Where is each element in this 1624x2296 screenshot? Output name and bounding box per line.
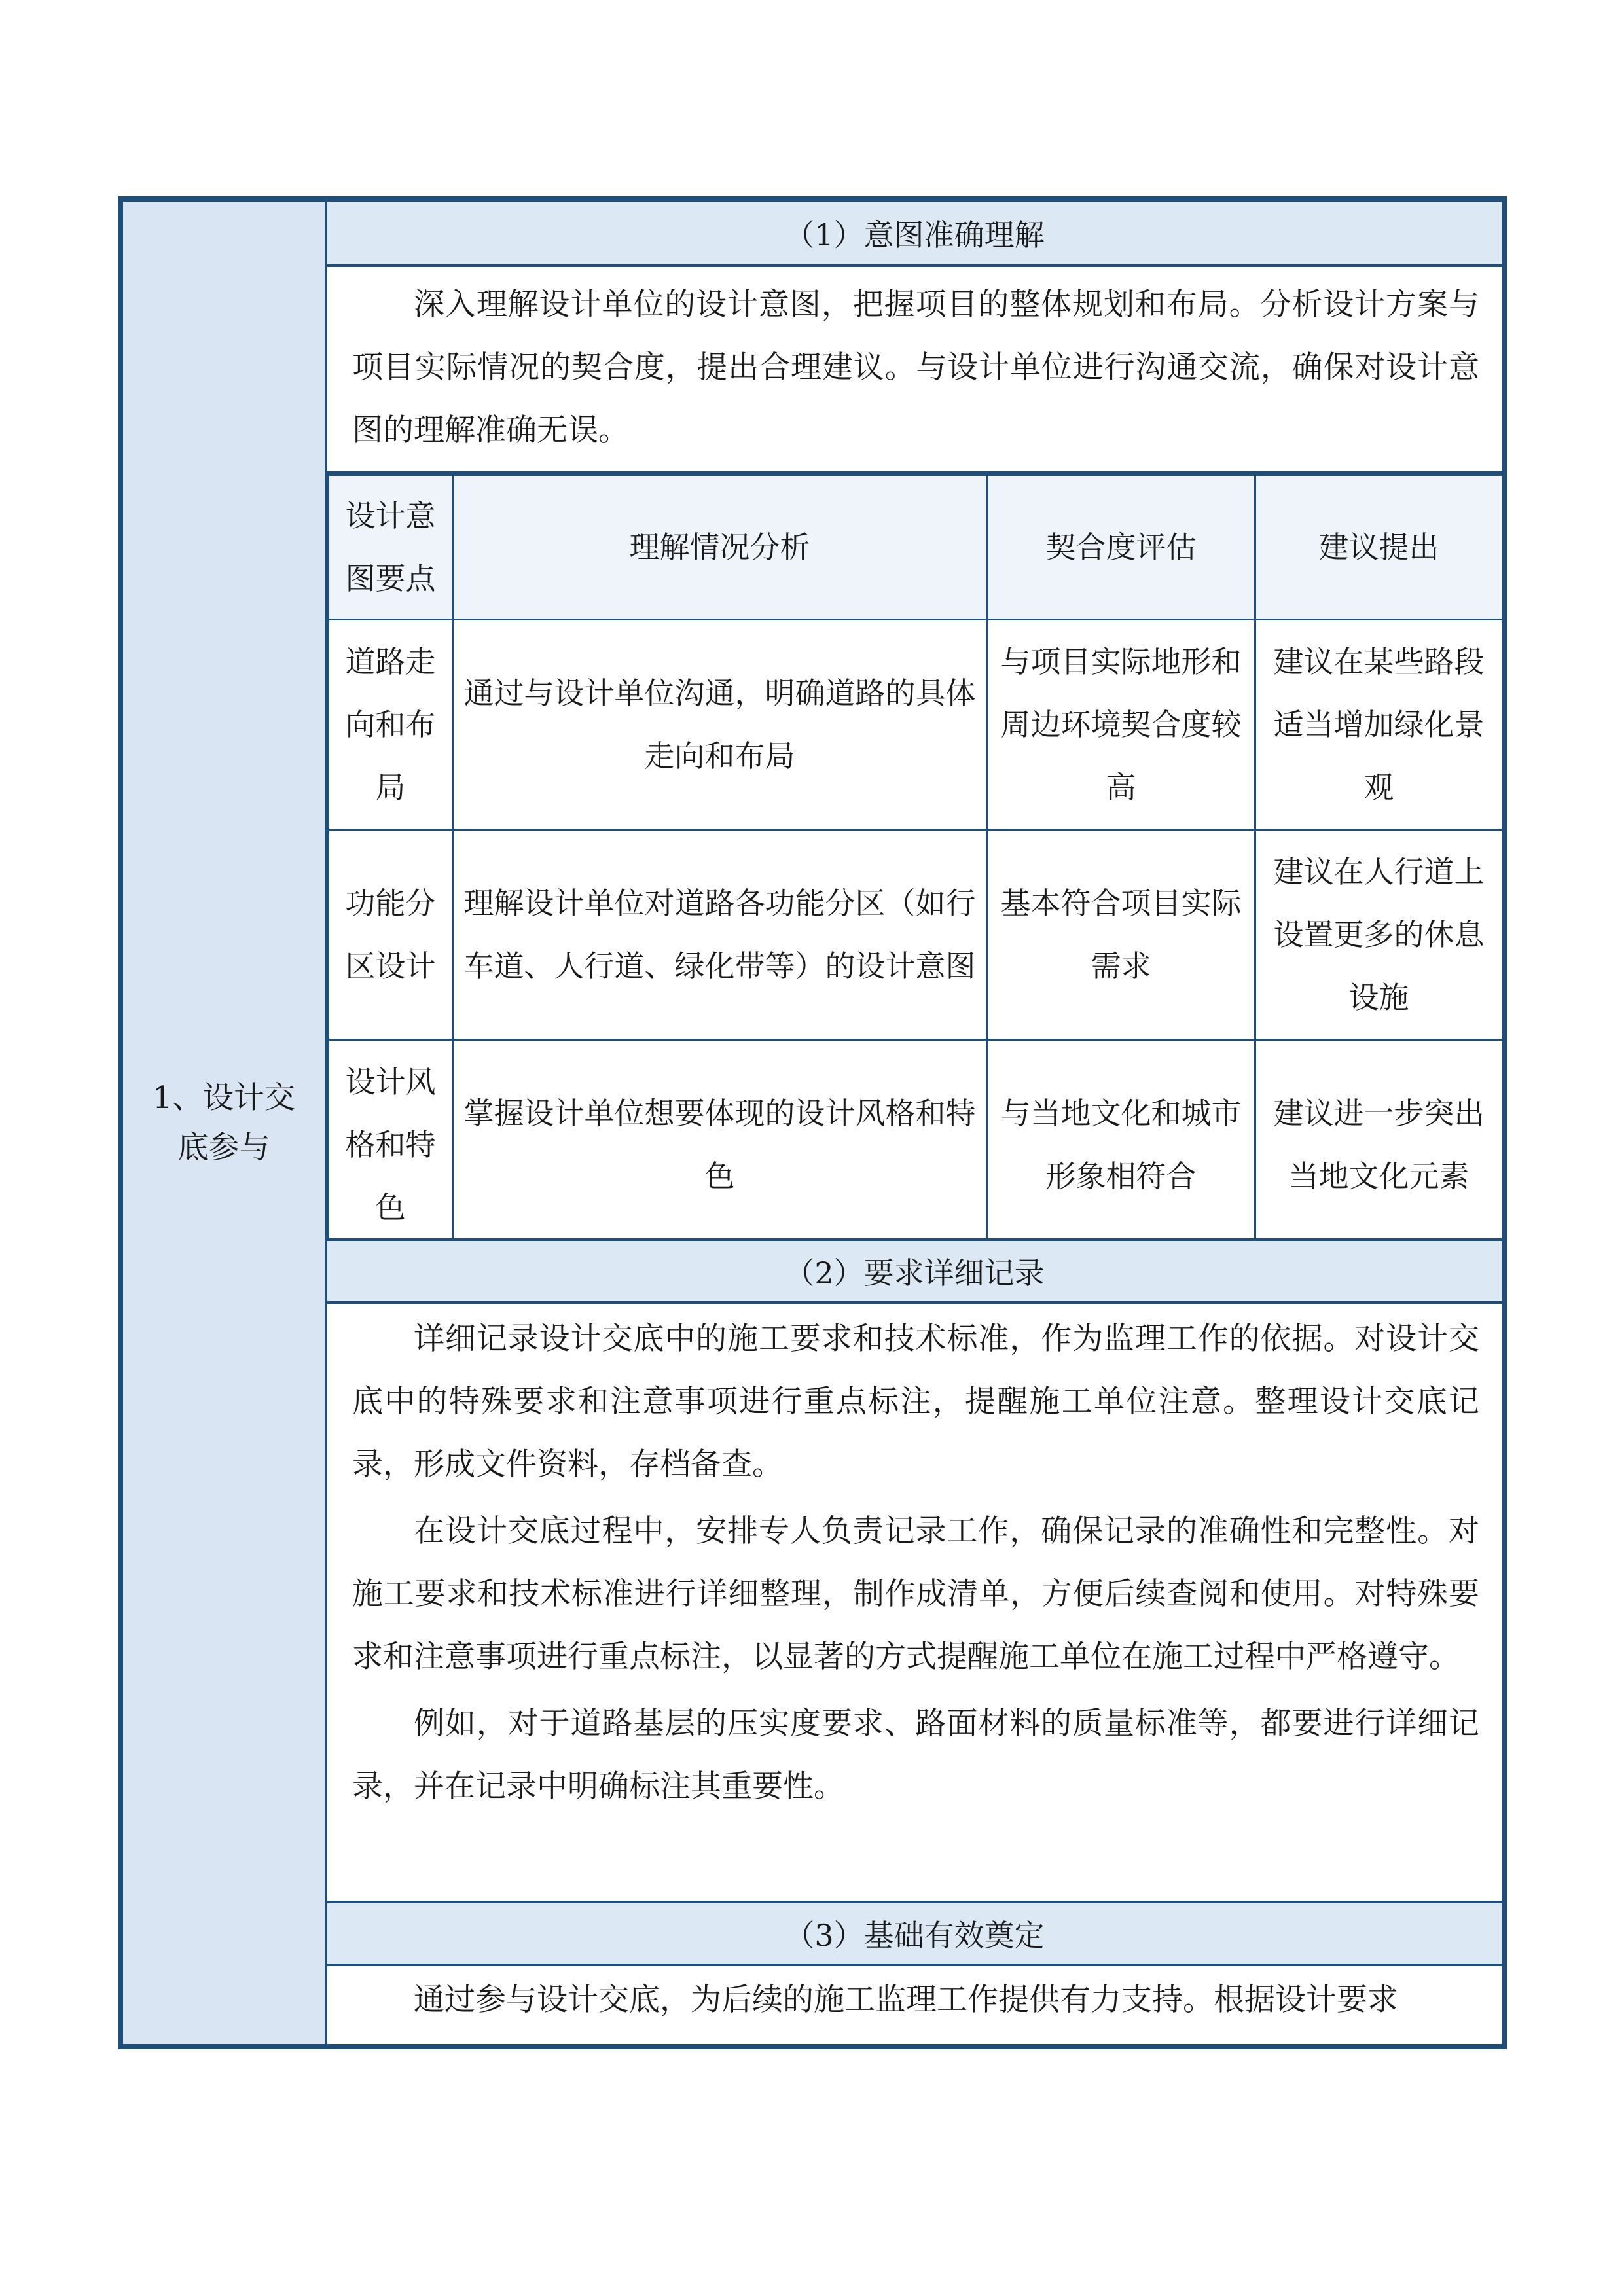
table-cell: 建议在人行道上设置更多的休息设施 <box>1255 830 1503 1040</box>
section1-body <box>327 274 1502 462</box>
column-header: 建议提出 <box>1255 475 1503 620</box>
right-content <box>327 202 1502 2044</box>
section3-title: （3）基础有效奠定 <box>784 1918 1045 1953</box>
table-header-row <box>329 475 1503 620</box>
table-cell: 基本符合项目实际需求 <box>987 830 1255 1040</box>
category-label: 1、设计交底参与 <box>153 1079 295 1166</box>
column-header: 契合度评估 <box>987 475 1255 620</box>
section1-header <box>327 202 1502 267</box>
section3-header <box>327 1901 1502 1966</box>
section2-paragraph: 例如，对于道路基层的压实度要求、路面材料的质量标准等，都要进行详细记录，并在记录中明确标注其重要性。 <box>352 1706 1479 1804</box>
column-header: 理解情况分析 <box>453 475 987 620</box>
section3-body <box>327 1969 1502 2032</box>
table-cell: 设计风格和特色 <box>329 1040 453 1250</box>
table-cell: 功能分区设计 <box>329 830 453 1040</box>
table-cell: 与项目实际地形和周边环境契合度较高 <box>987 620 1255 830</box>
table-row <box>329 830 1503 1040</box>
table-cell: 与当地文化和城市形象相符合 <box>987 1040 1255 1250</box>
table-cell: 通过与设计单位沟通，明确道路的具体走向和布局 <box>453 620 987 830</box>
section3-paragraph: 通过参与设计交底，为后续的施工监理工作提供有力支持。根据设计要求 <box>414 1982 1398 2018</box>
design-intent-table <box>327 474 1504 1251</box>
section2-title: （2）要求详细记录 <box>784 1255 1045 1291</box>
content-frame <box>118 196 1507 2049</box>
table-row <box>329 620 1503 830</box>
section2-paragraph: 在设计交底过程中，安排专人负责记录工作，确保记录的准确性和完整性。对施工要求和技术标准进行详细整理，制作成清单，方便后续查阅和使用。对特殊要求和注意事项进行重点标注，以显著的方式提醒施工单位在施工过程中严格遵守。 <box>352 1513 1479 1675</box>
section1-title: （1）意图准确理解 <box>784 217 1045 253</box>
section2-paragraph: 详细记录设计交底中的施工要求和技术标准，作为监理工作的依据。对设计交底中的特殊要求和注意事项进行重点标注，提醒施工单位注意。整理设计交底记录，形成文件资料，存档备查。 <box>352 1321 1479 1482</box>
table-cell: 建议在某些路段适当增加绿化景观 <box>1255 620 1503 830</box>
table-row <box>329 1040 1503 1250</box>
table-cell: 道路走向和布局 <box>329 620 453 830</box>
table-cell: 建议进一步突出当地文化元素 <box>1255 1040 1503 1250</box>
section2-body <box>327 1308 1502 1818</box>
section2-header <box>327 1238 1502 1304</box>
section1-paragraph: 深入理解设计单位的设计意图，把握项目的整体规划和布局。分析设计方案与项目实际情况的契合度，提出合理建议。与设计单位进行沟通交流，确保对设计意图的理解准确无误。 <box>352 287 1479 448</box>
table-cell: 理解设计单位对道路各功能分区（如行车道、人行道、绿化带等）的设计意图 <box>453 830 987 1040</box>
table-cell: 掌握设计单位想要体现的设计风格和特色 <box>453 1040 987 1250</box>
left-category-column <box>123 202 327 2044</box>
column-header: 设计意图要点 <box>329 475 453 620</box>
